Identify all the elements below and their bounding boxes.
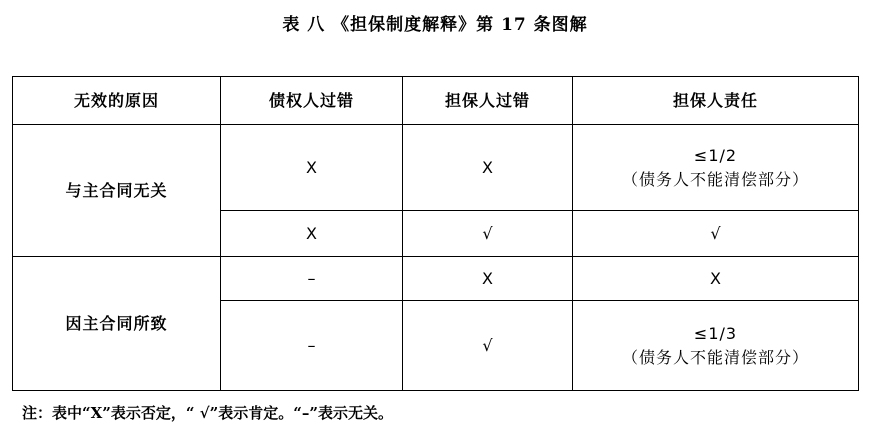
header-guarantor-liability: 担保人责任 — [573, 77, 859, 125]
liability-ratio: ≤1/2 — [693, 145, 738, 165]
table-title: 表 八 《担保制度解释》第 17 条图解 — [282, 15, 588, 35]
creditor-fault-cell: X — [221, 125, 403, 211]
header-creditor-fault: 债权人过错 — [221, 77, 403, 125]
group-label: 因主合同所致 — [13, 257, 221, 391]
guarantor-fault-cell: √ — [403, 301, 573, 391]
group-label: 与主合同无关 — [13, 125, 221, 257]
table-row — [13, 125, 859, 211]
table-footnote: 注：表中“X”表示否定，“ √”表示肯定。“–”表示无关。 — [22, 404, 393, 422]
guarantor-fault-cell: √ — [403, 211, 573, 257]
guarantor-fault-cell: X — [403, 257, 573, 301]
creditor-fault-cell: X — [221, 211, 403, 257]
guarantor-fault-cell: X — [403, 125, 573, 211]
creditor-fault-cell: – — [221, 301, 403, 391]
liability-cell — [573, 301, 859, 391]
table-header-row — [13, 77, 859, 125]
header-guarantor-fault: 担保人过错 — [403, 77, 573, 125]
creditor-fault-cell: – — [221, 257, 403, 301]
header-cause: 无效的原因 — [13, 77, 221, 125]
liability-ratio: ≤1/3 — [693, 323, 738, 343]
liability-note: （债务人不能清偿部分） — [621, 169, 809, 189]
liability-cell: X — [573, 257, 859, 301]
liability-cell — [573, 125, 859, 211]
table-row — [13, 257, 859, 301]
liability-cell: √ — [573, 211, 859, 257]
liability-table — [12, 76, 859, 391]
liability-note: （债务人不能清偿部分） — [621, 347, 809, 367]
